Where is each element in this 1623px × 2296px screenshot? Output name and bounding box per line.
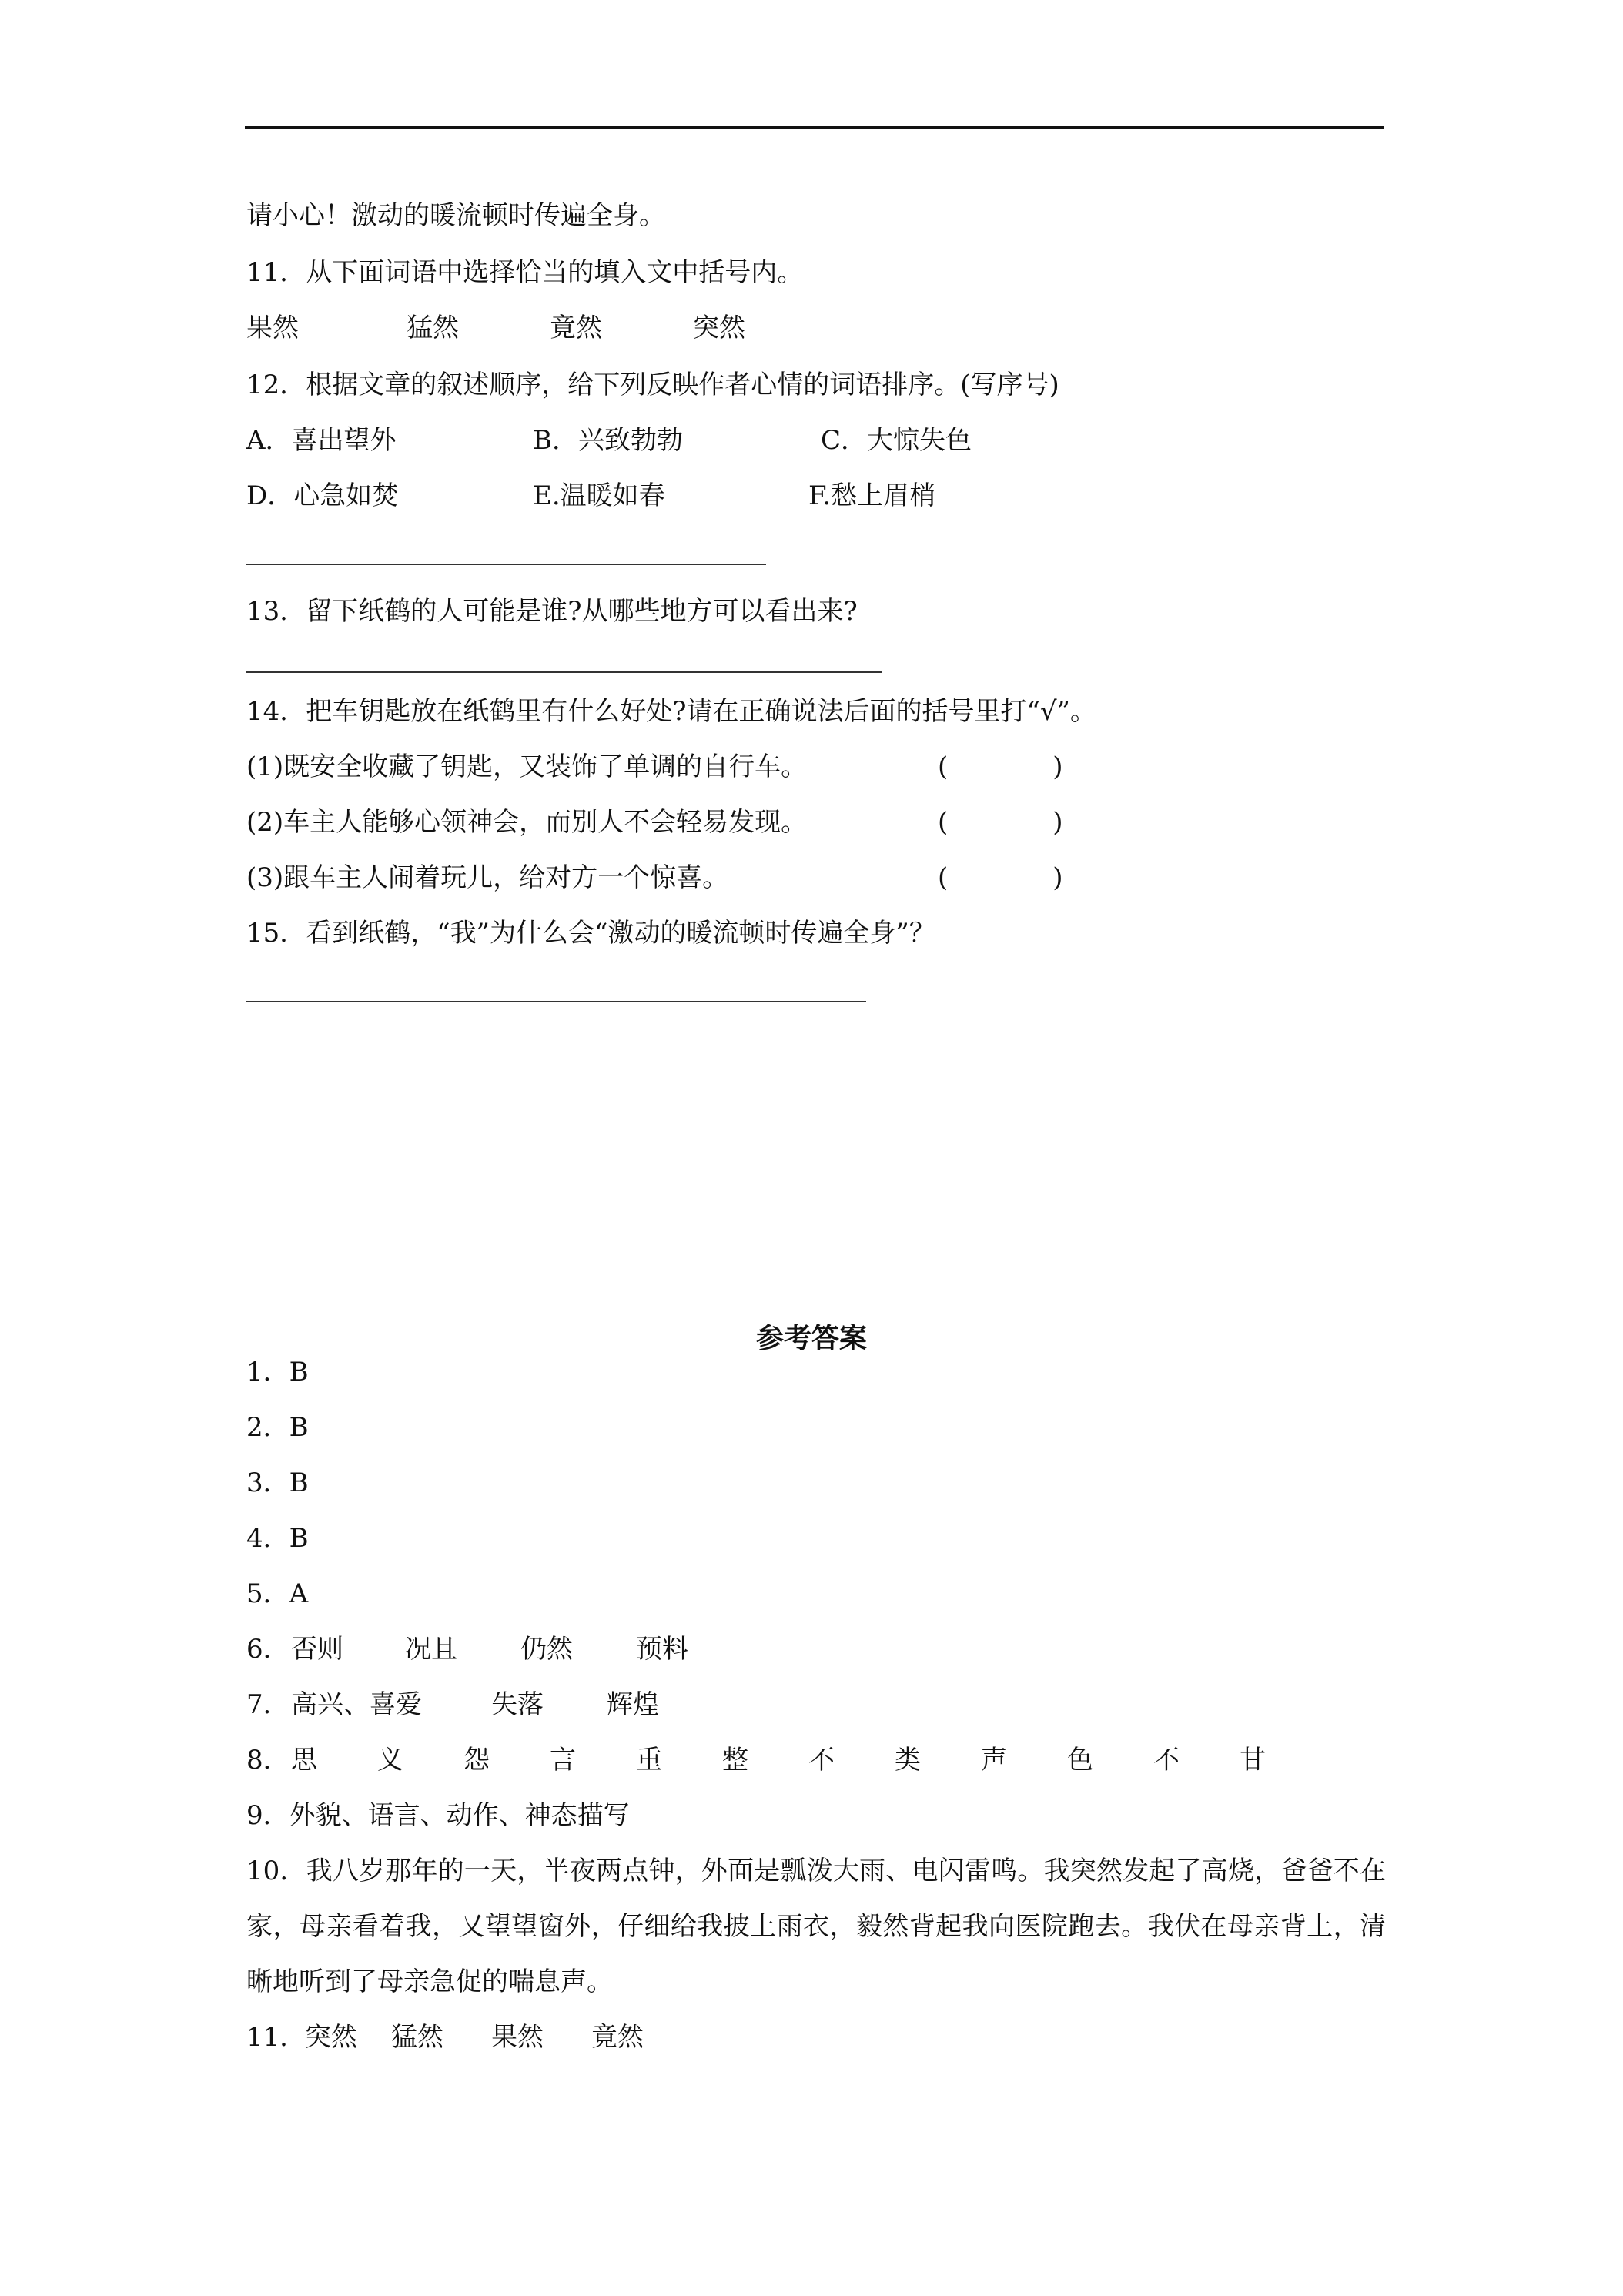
q14-answer-bracket[interactable]: ( ) xyxy=(938,751,1063,782)
answer-2: 2．B xyxy=(246,1412,309,1443)
q12-option: A．喜出望外 xyxy=(246,425,397,456)
answer-word: 高兴、喜爱 xyxy=(291,1689,422,1720)
answer-char: 类 xyxy=(895,1745,921,1776)
q12-option: E.温暖如春 xyxy=(533,480,665,511)
q11-word: 突然 xyxy=(693,313,745,343)
answer-word: 猛然 xyxy=(391,2022,443,2053)
answer-char: 声 xyxy=(981,1745,1007,1776)
q12-option: C．大惊失色 xyxy=(821,425,972,456)
q11-word: 竟然 xyxy=(550,313,602,343)
answer-number: 11． xyxy=(246,2022,306,2053)
q14-answer-bracket[interactable]: ( ) xyxy=(938,807,1063,838)
answer-word: 突然 xyxy=(305,2022,357,2053)
answer-word: 竟然 xyxy=(591,2022,644,2053)
q15-prompt: 15．看到纸鹤，“我”为什么会“激动的暖流顿时传遍全身”？ xyxy=(246,918,935,949)
q14-item-text: (3)跟车主人闹着玩儿，给对方一个惊喜。 xyxy=(246,862,729,893)
q15-answer-blank[interactable] xyxy=(246,1001,866,1002)
answer-char: 思 xyxy=(291,1745,317,1776)
answers-title: 参考答案 xyxy=(755,1322,867,1354)
answer-char: 不 xyxy=(1153,1745,1180,1776)
answer-char: 言 xyxy=(550,1745,576,1776)
header-rule xyxy=(245,126,1384,129)
answer-word: 况且 xyxy=(405,1634,457,1665)
q14-item-text: (1)既安全收藏了钥匙，又装饰了单调的自行车。 xyxy=(246,751,808,782)
q12-option: D．心急如焚 xyxy=(246,480,399,511)
answer-char: 重 xyxy=(636,1745,662,1776)
answer-5: 5．A xyxy=(246,1578,309,1609)
answer-word: 仍然 xyxy=(520,1634,573,1665)
q14-prompt: 14．把车钥匙放在纸鹤里有什么好处?请在正确说法后面的括号里打“√”。 xyxy=(246,696,1096,727)
q12-answer-blank[interactable] xyxy=(246,564,766,565)
q11-prompt: 11．从下面词语中选择恰当的填入文中括号内。 xyxy=(246,257,804,288)
q12-option: B．兴致勃勃 xyxy=(533,425,683,456)
answer-4: 4．B xyxy=(246,1523,309,1554)
answer-char: 义 xyxy=(377,1745,403,1776)
answer-number: 7． xyxy=(246,1689,289,1720)
intro-line: 请小心！激动的暖流顿时传遍全身。 xyxy=(246,200,665,231)
answer-number: 8． xyxy=(246,1745,289,1776)
q11-word: 果然 xyxy=(246,313,299,343)
answer-char: 甘 xyxy=(1240,1745,1266,1776)
q12-option: F.愁上眉梢 xyxy=(808,480,936,511)
answer-9: 9．外貌、语言、动作、神态描写 xyxy=(246,1800,630,1831)
answer-char: 色 xyxy=(1067,1745,1093,1776)
answer-word: 辉煌 xyxy=(607,1689,659,1720)
q12-prompt: 12．根据文章的叙述顺序，给下列反映作者心情的词语排序。(写序号) xyxy=(246,370,1059,400)
answer-char: 整 xyxy=(722,1745,748,1776)
q11-word: 猛然 xyxy=(407,313,459,343)
q13-prompt: 13．留下纸鹤的人可能是谁?从哪些地方可以看出来? xyxy=(246,596,858,627)
answer-number: 6． xyxy=(246,1634,289,1665)
answer-word: 失落 xyxy=(491,1689,544,1720)
answer-word: 预料 xyxy=(636,1634,688,1665)
answer-char: 不 xyxy=(808,1745,835,1776)
answer-word: 果然 xyxy=(491,2022,544,2053)
answer-char: 怨 xyxy=(463,1745,490,1776)
answer-1: 1．B xyxy=(246,1357,309,1387)
q14-answer-bracket[interactable]: ( ) xyxy=(938,862,1063,893)
answer-3: 3．B xyxy=(246,1468,309,1498)
answer-10: 10．我八岁那年的一天，半夜两点钟，外面是瓢泼大雨、电闪雷鸣。我突然发起了高烧，爸爸不在家，母亲看着我，又望望窗外，仔细给我披上雨衣，毅然背起我向医院跑去。我伏在母亲背上，清晰地听到了母亲急促的喘息声。 xyxy=(246,1856,1386,1997)
answer-word: 否则 xyxy=(291,1634,343,1665)
q13-answer-blank[interactable] xyxy=(246,671,882,673)
q14-item-text: (2)车主人能够心领神会，而别人不会轻易发现。 xyxy=(246,807,808,838)
